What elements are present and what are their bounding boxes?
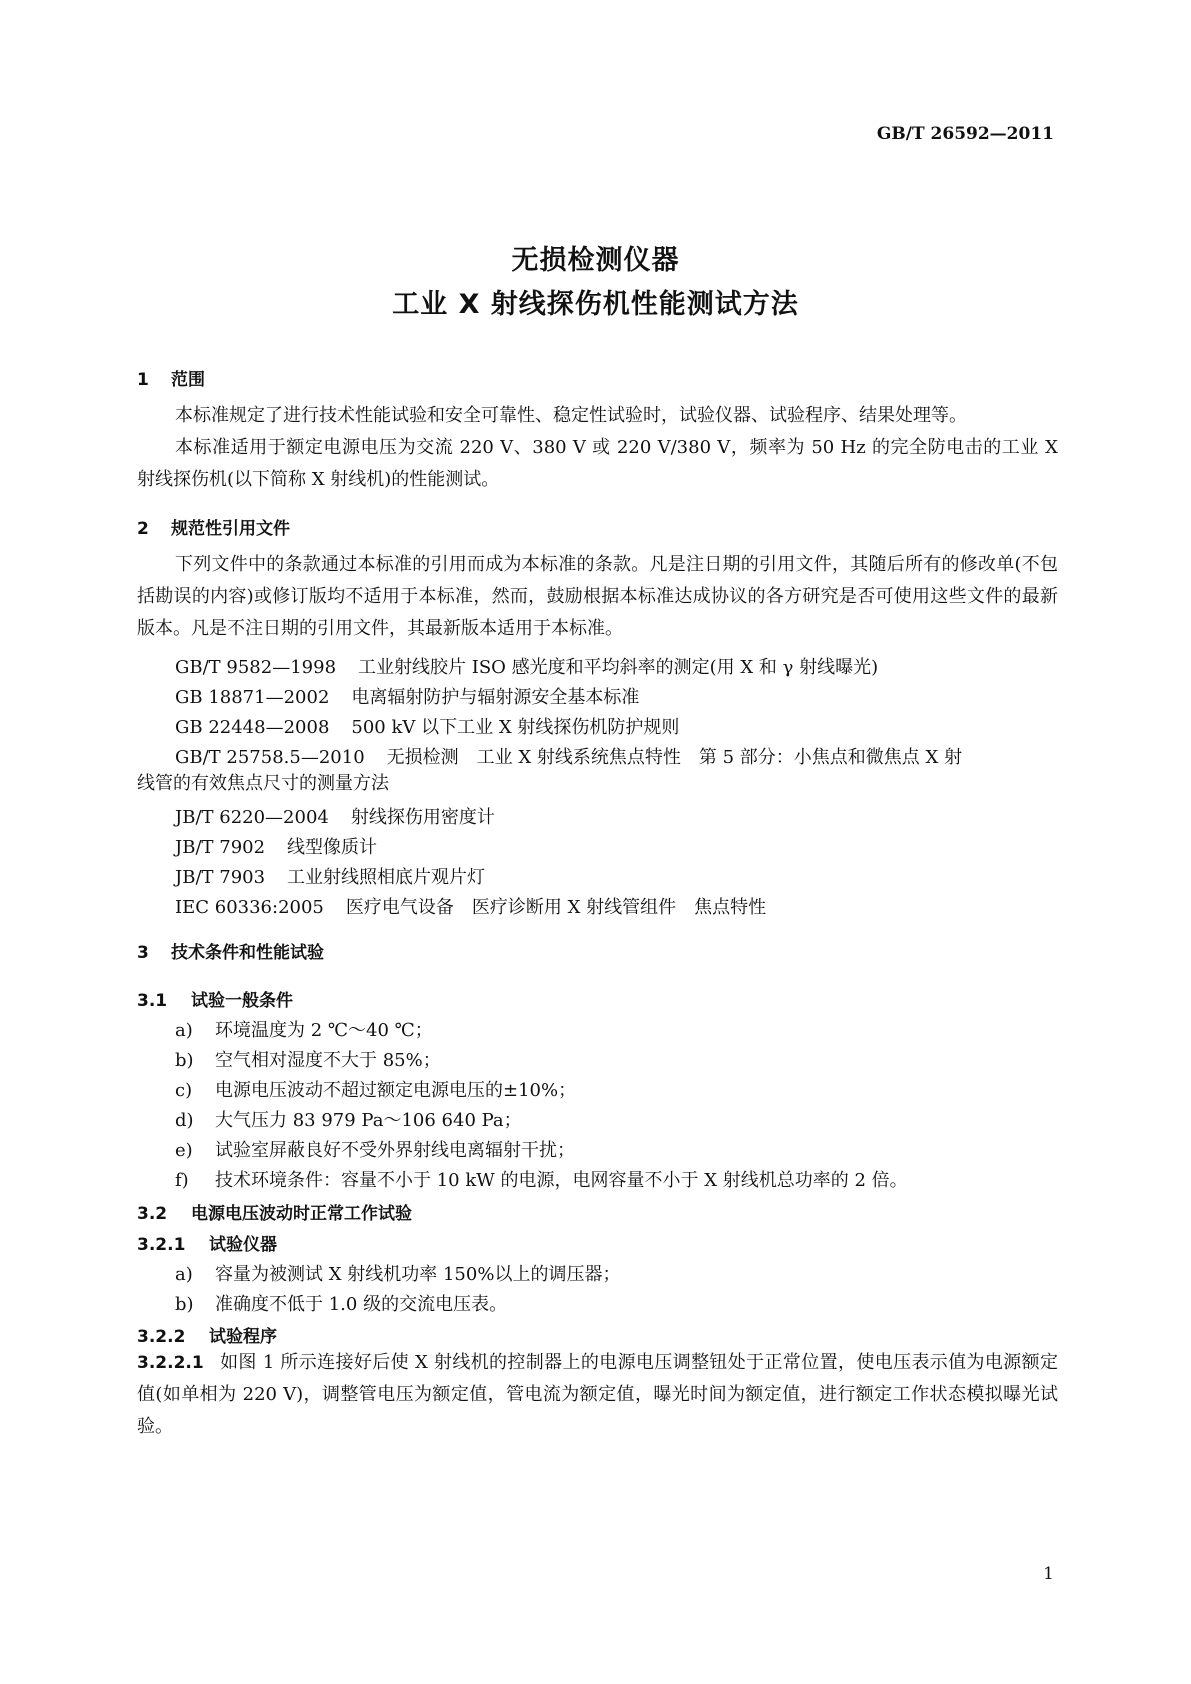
section-number: 3.2.2.1	[137, 1353, 204, 1373]
reference-title: 工业射线胶片 ISO 感光度和平均斜率的测定(用 X 和 γ 射线曝光)	[358, 657, 879, 678]
list-text: 电源电压波动不超过额定电源电压的±10%；	[215, 1080, 577, 1101]
list-label: b)	[175, 1294, 194, 1315]
section-3-2-2-1-para	[137, 1347, 1058, 1443]
reference-item	[175, 803, 495, 829]
reference-title: 无损检测 工业 X 射线系统焦点特性 第 5 部分：小焦点和微焦点 X 射	[386, 747, 963, 768]
page-number: 1	[1043, 1564, 1054, 1584]
section-title: 电源电压波动时正常工作试验	[191, 1204, 412, 1224]
reference-code: JB/T 7903	[175, 867, 266, 888]
list-text: 技术环境条件：容量不小于 10 kW 的电源，电网容量不小于 X 射线机总功率的 2 倍。	[215, 1170, 908, 1191]
reference-continuation: 线管的有效焦点尺寸的测量方法	[137, 773, 389, 794]
list-item	[175, 1260, 620, 1286]
list-label: f)	[175, 1170, 189, 1191]
reference-item	[175, 833, 377, 859]
list-item	[175, 1290, 507, 1316]
title-line-2: 工业 X 射线探伤机性能测试方法	[392, 289, 799, 320]
section-1-heading	[137, 365, 205, 390]
list-item	[175, 1076, 576, 1102]
list-text: 试验室屏蔽良好不受外界射线电离辐射干扰；	[215, 1140, 575, 1161]
section-title: 技术条件和性能试验	[171, 943, 324, 963]
list-text: 环境温度为 2 ℃～40 ℃；	[215, 1020, 433, 1041]
list-label: c)	[175, 1080, 193, 1101]
reference-title: 工业射线照相底片观片灯	[287, 867, 486, 888]
section-number: 3.2.2	[137, 1327, 186, 1347]
list-item	[175, 1166, 908, 1192]
list-text: 准确度不低于 1.0 级的交流电压表。	[215, 1294, 508, 1315]
section-title: 规范性引用文件	[171, 519, 290, 539]
reference-code: GB/T 25758.5—2010	[175, 747, 365, 768]
section-1-para-1: 本标准规定了进行技术性能试验和安全可靠性、稳定性试验时，试验仪器、试验程序、结果处理等。	[175, 405, 967, 426]
section-3-2-1-heading	[137, 1230, 277, 1255]
list-label: a)	[175, 1264, 193, 1285]
reference-item	[175, 743, 962, 769]
section-title: 试验一般条件	[191, 991, 293, 1011]
standard-number: GB/T 26592—2011	[876, 124, 1054, 144]
section-2-heading	[137, 514, 290, 539]
section-number: 1	[137, 370, 149, 390]
list-item	[175, 1136, 575, 1162]
reference-code: GB 22448—2008	[175, 717, 330, 738]
section-number: 3.2.1	[137, 1235, 186, 1255]
paragraph-text: 如图 1 所示连接好后使 X 射线机的控制器上的电源电压调整钮处于正常位置，使电压表示值为电源额定值(如单相为 220 V)，调整管电压为额定值，管电流为额定值，曝光时间为额定值，进行额定工作状态模拟曝光试验。	[137, 1352, 1058, 1437]
list-label: d)	[175, 1110, 194, 1131]
section-title: 试验仪器	[209, 1235, 277, 1255]
list-label: e)	[175, 1140, 193, 1161]
reference-item	[175, 683, 639, 709]
title-line-1: 无损检测仪器	[511, 245, 680, 276]
reference-code: IEC 60336:2005	[175, 897, 324, 918]
reference-title: 电离辐射防护与辐射源安全基本标准	[351, 687, 640, 708]
list-text: 大气压力 83 979 Pa～106 640 Pa；	[215, 1110, 522, 1131]
section-3-2-2-heading	[137, 1322, 277, 1347]
section-3-1-heading	[137, 986, 293, 1011]
section-number: 2	[137, 519, 149, 539]
list-label: a)	[175, 1020, 193, 1041]
reference-code: JB/T 6220—2004	[175, 807, 329, 828]
section-title: 试验程序	[209, 1327, 277, 1347]
reference-title: 医疗电气设备 医疗诊断用 X 射线管组件 焦点特性	[345, 897, 767, 918]
reference-code: GB/T 9582—1998	[175, 657, 337, 678]
list-item	[175, 1016, 433, 1042]
section-title: 范围	[171, 370, 205, 390]
reference-item	[175, 863, 485, 889]
section-number: 3.1	[137, 991, 168, 1011]
section-3-2-heading	[137, 1199, 412, 1224]
section-number: 3.2	[137, 1204, 168, 1224]
section-1-para-2: 本标准适用于额定电源电压为交流 220 V、380 V 或 220 V/380 V，频率为 50 Hz 的完全防电击的工业 X 射线探伤机(以下简称 X 射线机)的性能测试。	[137, 437, 1058, 490]
reference-code: JB/T 7902	[175, 837, 266, 858]
section-2-para: 下列文件中的条款通过本标准的引用而成为本标准的条款。凡是注日期的引用文件，其随后所有的修改单(不包括勘误的内容)或修订版均不适用于本标准，然而，鼓励根据本标准达成协议的各方研究是否可使用这些文件的最新版本。凡是不注日期的引用文件，其最新版本适用于本标准。	[137, 554, 1058, 639]
reference-title: 线型像质计	[287, 837, 378, 858]
reference-title: 射线探伤用密度计	[350, 807, 495, 828]
section-3-heading	[137, 938, 324, 963]
list-item	[175, 1106, 522, 1132]
reference-item	[175, 893, 766, 919]
list-label: b)	[175, 1050, 194, 1071]
list-text: 容量为被测试 X 射线机功率 150%以上的调压器；	[215, 1264, 621, 1285]
list-text: 空气相对湿度不大于 85%；	[215, 1050, 441, 1071]
reference-title: 500 kV 以下工业 X 射线探伤机防护规则	[351, 717, 680, 738]
reference-item	[175, 653, 878, 679]
reference-item	[175, 713, 679, 739]
section-number: 3	[137, 943, 149, 963]
reference-code: GB 18871—2002	[175, 687, 330, 708]
list-item	[175, 1046, 441, 1072]
